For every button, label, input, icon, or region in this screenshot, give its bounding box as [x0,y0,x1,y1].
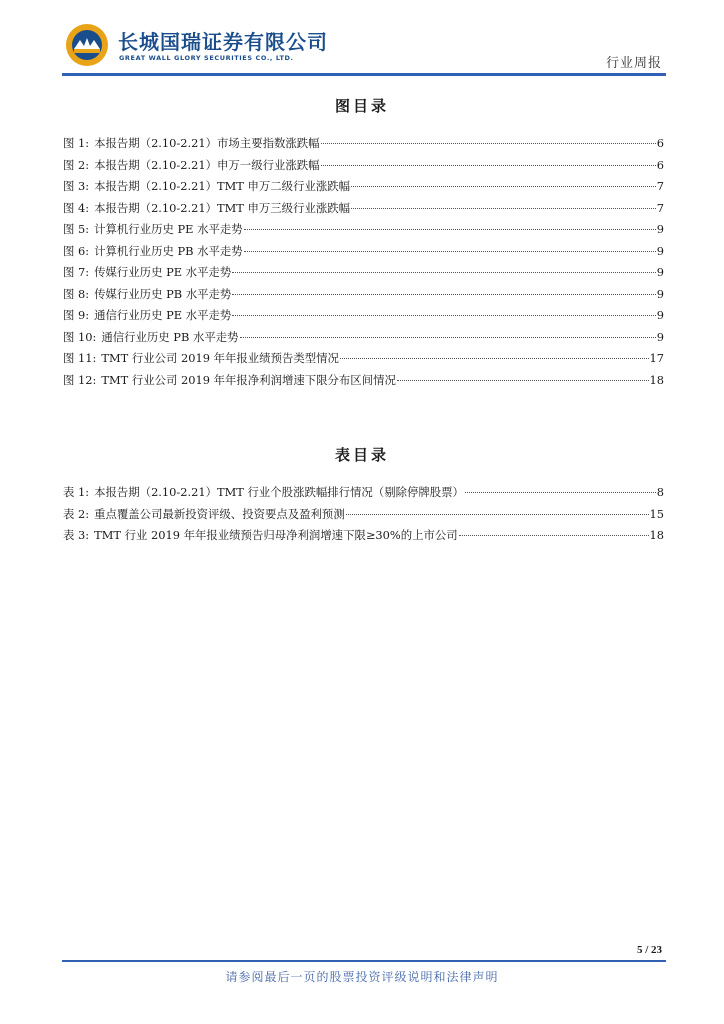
entry-page-number: 9 [656,308,664,322]
entry-page-number: 9 [656,329,664,344]
entry-number: 图 1: [63,136,90,150]
figure-toc-entry[interactable] [63,348,664,370]
entry-number: 图 6: [63,243,90,258]
figure-toc-entry[interactable] [63,133,664,155]
figure-toc-entry[interactable] [63,219,664,241]
entry-page-number: 9 [656,222,664,236]
entry-page-number: 6 [656,157,664,172]
table-toc-entry[interactable] [63,504,664,526]
entry-number: 图 12: [63,372,97,387]
dot-leader [340,357,649,359]
entry-number: 图 4: [63,200,90,215]
entry-page-number: 15 [649,506,664,521]
dot-leader [346,513,649,515]
entry-title: 传媒行业历史 PE 水平走势 [94,265,232,279]
figure-toc-entry[interactable] [63,176,664,198]
entry-title: 通信行业历史 PE 水平走势 [94,308,232,322]
entry-page-number: 9 [656,243,664,258]
dot-leader [321,164,656,166]
entry-number: 图 2: [63,157,90,172]
dot-leader [232,293,655,295]
figure-toc-entry[interactable] [63,370,664,392]
entry-page-number: 9 [656,265,664,279]
figure-toc-entry[interactable] [63,241,664,263]
dot-leader [232,271,656,273]
company-name-cn: 长城国瑞证券有限公司 [118,30,328,54]
entry-title: TMT 行业 2019 年年报业绩预告归母净利润增速下限≥30%的上市公司 [94,528,458,542]
entry-number: 图 10: [63,329,97,344]
entry-number: 图 9: [63,308,90,322]
page-number: 5 / 23 [636,944,662,956]
dot-leader [459,534,649,536]
figure-toc-entry[interactable] [63,284,664,306]
entry-title: 本报告期（2.10-2.21）TMT 行业个股涨跌幅排行情况（剔除停牌股票） [94,485,464,499]
entry-number: 图 5: [63,222,90,236]
figure-toc-entry[interactable] [63,327,664,349]
entry-title: 本报告期（2.10-2.21）市场主要指数涨跌幅 [94,136,320,150]
entry-title: 本报告期（2.10-2.21）申万一级行业涨跌幅 [94,157,320,172]
entry-page-number: 6 [656,136,664,150]
entry-title: 通信行业历史 PB 水平走势 [101,329,239,344]
dot-leader [351,207,656,209]
tables-list [63,482,664,547]
figure-toc-entry[interactable] [63,198,664,220]
entry-title: 本报告期（2.10-2.21）TMT 申万二级行业涨跌幅 [94,179,351,193]
dot-leader [351,185,656,187]
entry-number: 图 11: [63,351,97,365]
figure-toc-entry[interactable] [63,262,664,284]
entry-page-number: 8 [656,485,664,499]
dot-leader [240,336,656,338]
entry-title: TMT 行业公司 2019 年年报净利润增速下限分布区间情况 [101,372,396,387]
entry-page-number: 7 [656,179,664,193]
table-toc-entry[interactable] [63,525,664,547]
entry-page-number: 7 [656,200,664,215]
entry-title: 计算机行业历史 PE 水平走势 [94,222,243,236]
entry-title: 传媒行业历史 PB 水平走势 [94,286,232,301]
dot-leader [397,379,649,381]
page-header [62,20,666,76]
entry-page-number: 18 [649,528,664,542]
entry-page-number: 9 [656,286,664,301]
great-wall-logo-icon [64,22,110,68]
footer-divider [62,960,666,962]
header-divider [62,73,666,76]
entry-title: 本报告期（2.10-2.21）TMT 申万三级行业涨跌幅 [94,200,351,215]
entry-page-number: 17 [649,351,664,365]
entry-number: 图 7: [63,265,90,279]
entry-number: 图 3: [63,179,90,193]
entry-number: 表 3: [63,528,90,542]
dot-leader [232,314,656,316]
entry-number: 表 2: [63,506,90,521]
figure-toc-entry[interactable] [63,305,664,327]
entry-number: 图 8: [63,286,90,301]
figures-heading: 图目录 [334,97,389,115]
entry-number: 表 1: [63,485,90,499]
dot-leader [321,142,656,144]
dot-leader [244,250,656,252]
dot-leader [244,228,656,230]
table-toc-entry[interactable] [63,482,664,504]
entry-title: 重点覆盖公司最新投资评级、投资要点及盈利预测 [94,506,345,521]
entry-title: TMT 行业公司 2019 年年报业绩预告类型情况 [101,351,339,365]
entry-title: 计算机行业历史 PB 水平走势 [94,243,243,258]
figures-list [63,133,664,391]
footer-disclaimer: 请参阅最后一页的股票投资评级说明和法律声明 [225,970,499,984]
entry-page-number: 18 [649,372,664,387]
dot-leader [465,491,656,493]
company-name-en: GREAT WALL GLORY SECURITIES CO., LTD. [119,54,294,62]
tables-heading: 表目录 [334,446,389,464]
report-type-label: 行业周报 [605,56,662,71]
figure-toc-entry[interactable] [63,155,664,177]
